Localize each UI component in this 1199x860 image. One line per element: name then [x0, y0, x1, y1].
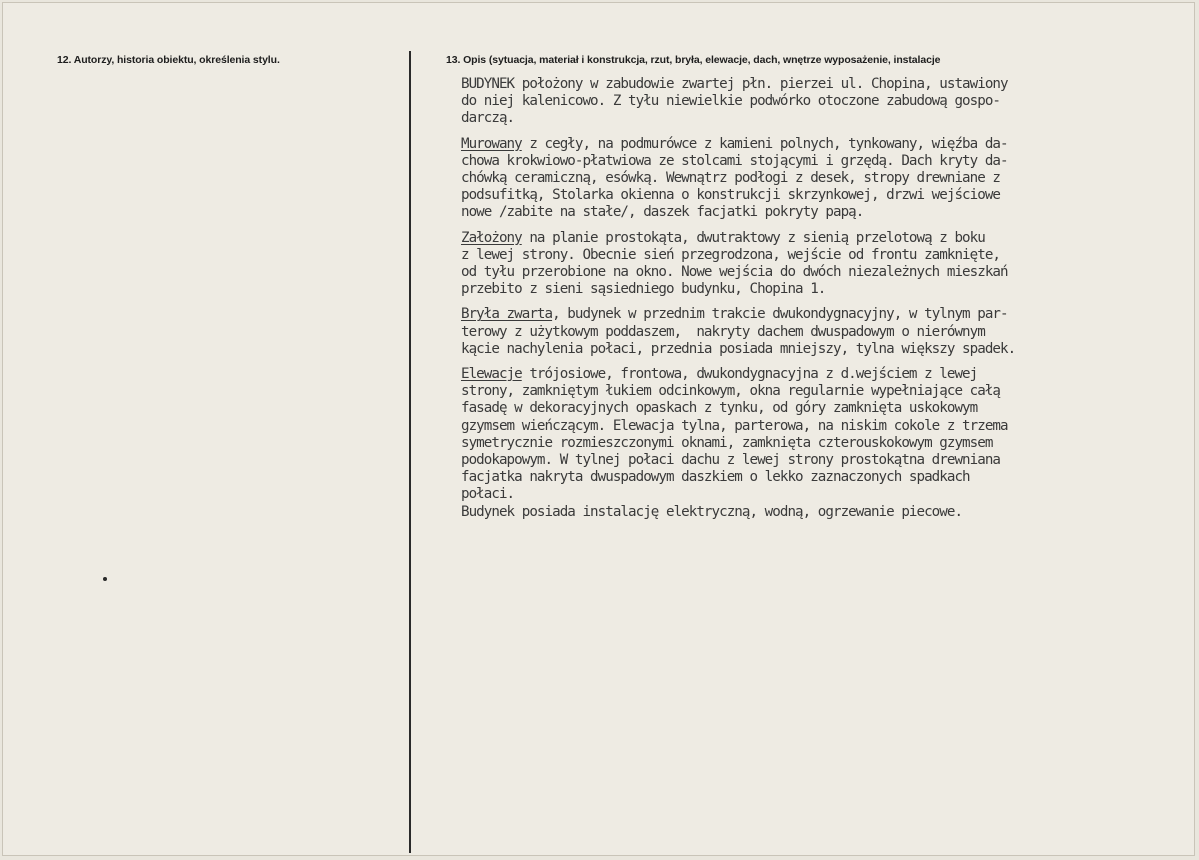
text-line: połaci. — [461, 486, 515, 503]
text-line: chowa krokwiowo-płatwiowa ze stolcami stojącymi i grzędą. Dach kryty da- — [461, 152, 1008, 169]
keyword-murowany: Murowany — [461, 135, 522, 152]
text-line: terowy z użytkowym poddaszem, nakryty dachem dwuspadowym o nierównym — [461, 323, 985, 340]
text-line: BUDYNEK położony w zabudowie zwartej płn. pierzei ul. Chopina, ustawiony — [461, 76, 1008, 92]
text-line: gzymsem wieńczącym. Elewacja tylna, parterowa, na niskim cokole z trzema — [461, 417, 1008, 434]
text-fragment: na planie prostokąta, dwutraktowy z sienią przelotową z boku — [521, 229, 985, 246]
description-text — [461, 76, 1191, 521]
text-line: darczą. — [461, 110, 515, 127]
text-line: chówką ceramiczną, esówką. Wewnątrz podłogi z desek, stropy drewniane z — [461, 170, 1001, 187]
text-line — [461, 366, 1191, 383]
paragraph-plan — [461, 230, 1191, 299]
text-line: kącie nachylenia połaci, przednia posiada mniejszy, tylna większy spadek. — [461, 340, 1016, 357]
text-line: z lewej strony. Obecnie sień przegrodzona, wejście od frontu zamknięte, — [461, 246, 1001, 263]
keyword-elewacje: Elewacje — [461, 366, 522, 383]
ink-mark — [103, 577, 107, 581]
text-line: podsufitką, Stolarka okienna o konstrukcji skrzynkowej, drzwi wejściowe — [461, 187, 1001, 204]
field-12-label: 12. Autorzy, historia obiektu, określenia stylu. — [57, 54, 280, 66]
record-card-sheet — [2, 2, 1195, 856]
text-line: od tyłu przerobione na okno. Nowe wejścia do dwóch niezależnych mieszkań — [461, 264, 1008, 281]
column-divider — [409, 51, 411, 853]
text-fragment: z cegły, na podmurówce z kamieni polnych, tynkowany, więźba da- — [521, 135, 1008, 152]
text-line: strony, zamkniętym łukiem odcinkowym, okna regularnie wypełniające całą — [461, 383, 1001, 400]
paragraph-massing — [461, 306, 1191, 358]
paragraph-location — [461, 76, 1191, 128]
text-fragment: , budynek w przednim trakcie dwukondygnacyjny, w tylnym par- — [552, 306, 1008, 323]
text-fragment: trójosiowe, frontowa, dwukondygnacyjna z d.wejściem z lewej — [521, 366, 978, 383]
text-line — [461, 306, 1191, 323]
paragraph-materials — [461, 136, 1191, 222]
text-line: podokapowym. W tylnej połaci dachu z lewej strony prostokątna drewniana — [461, 452, 1001, 469]
text-line: facjatka nakryta dwuspadowym daszkiem o lekko zaznaczonych spadkach — [461, 469, 970, 486]
text-line: nowe /zabite na stałe/, daszek facjatki pokryty papą. — [461, 204, 864, 221]
text-line: Budynek posiada instalację elektryczną, wodną, ogrzewanie piecowe. — [461, 503, 963, 520]
text-line — [461, 136, 1191, 153]
text-line: przebito z sieni sąsiedniego budynku, Chopina 1. — [461, 281, 826, 298]
text-line: symetrycznie rozmieszczonymi oknami, zamknięta czterouskokowym gzymsem — [461, 434, 993, 451]
keyword-zalozony: Założony — [461, 229, 522, 246]
paragraph-elevations — [461, 366, 1191, 521]
text-line: fasadę w dekoracyjnych opaskach z tynku, od góry zamknięta uskokowym — [461, 400, 978, 417]
field-13-label: 13. Opis (sytuacja, materiał i konstrukcja, rzut, bryła, elewacje, dach, wnętrze wyposażenie, instalacje — [446, 54, 941, 66]
keyword-bryla-zwarta: Bryła zwarta — [461, 306, 553, 323]
text-line: do niej kalenicowo. Z tyłu niewielkie podwórko otoczone zabudową gospo- — [461, 93, 1001, 110]
text-line — [461, 230, 1191, 247]
